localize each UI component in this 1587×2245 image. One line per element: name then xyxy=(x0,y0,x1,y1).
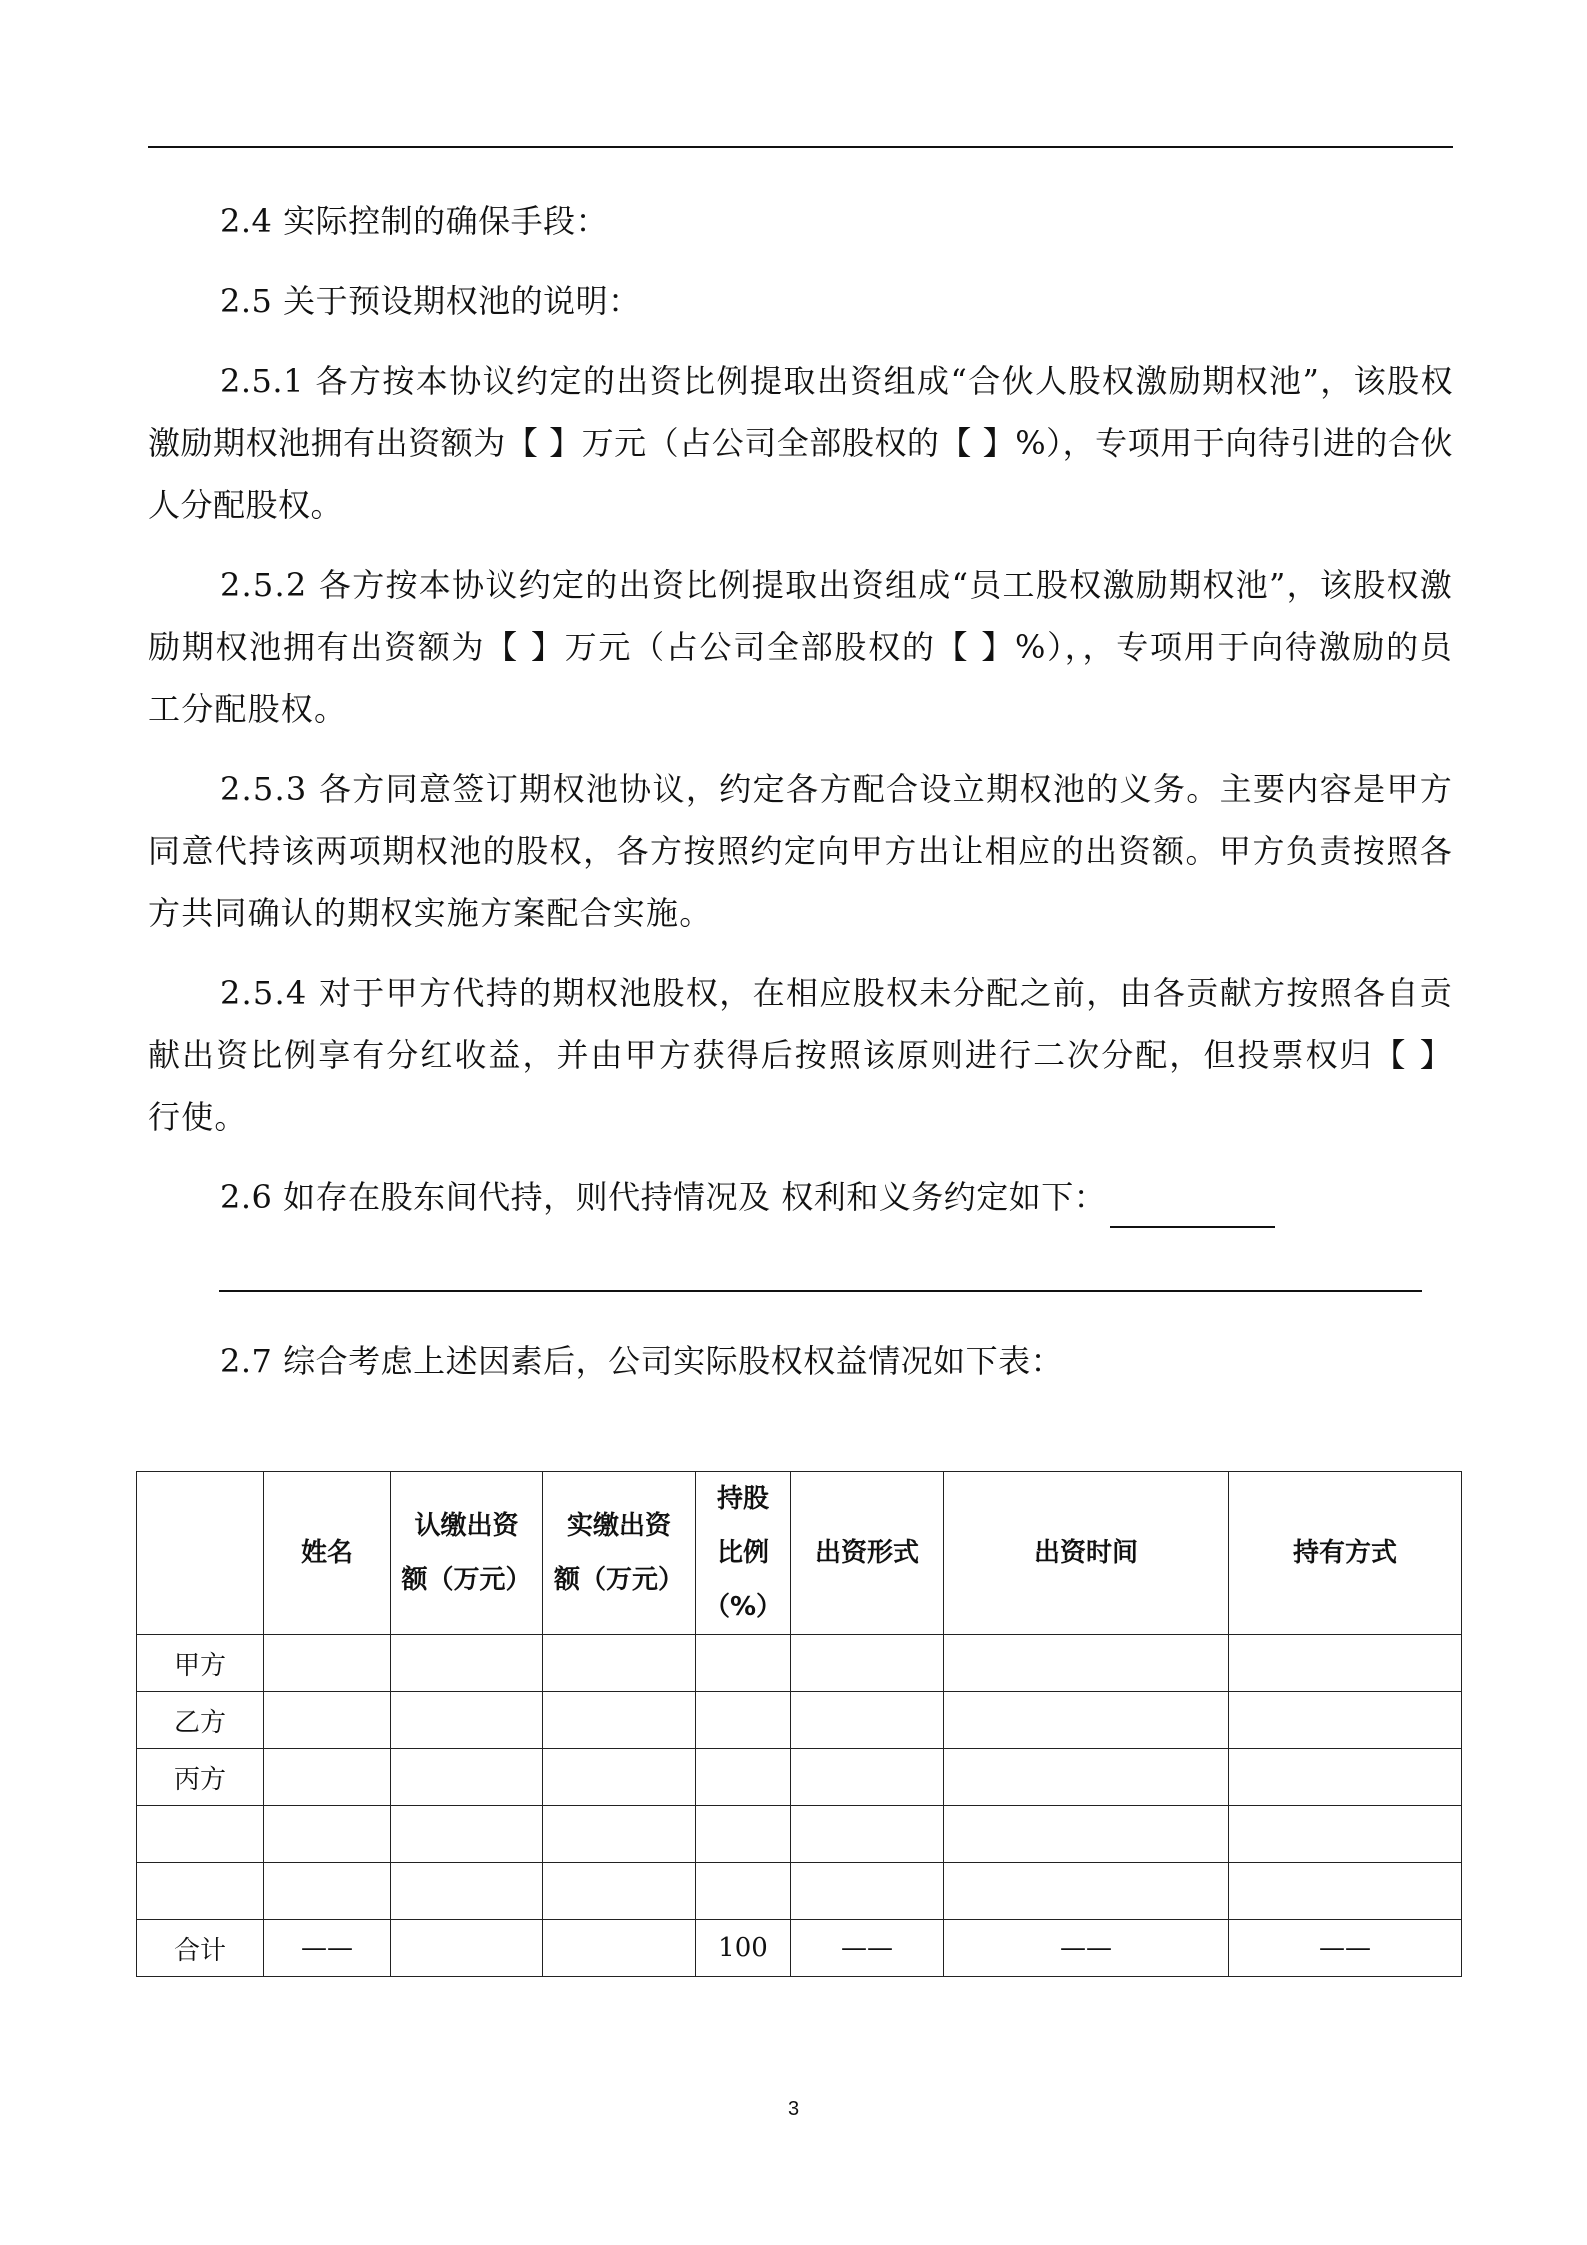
header-name: 姓名 xyxy=(264,1472,391,1635)
header-subscribed-line2: 额（万元） xyxy=(401,1565,532,1595)
cell-name xyxy=(264,1692,391,1749)
clause-2-5-3: 2.5.3 各方同意签订期权池协议，约定各方配合设立期权池的义务。主要内容是甲方同意代持该两项期权池的股权，各方按照约定向甲方出让相应的出资额。甲方负责按照各方共同确认的期权实施方案配合实施。 xyxy=(148,770,1453,932)
header-paid-line2: 额（万元） xyxy=(553,1565,684,1595)
cell-paid xyxy=(543,1692,696,1749)
total-ratio: 100 xyxy=(696,1920,791,1977)
cell-method xyxy=(1229,1863,1462,1920)
total-label: 合计 xyxy=(137,1920,264,1977)
cell-subscribed xyxy=(391,1863,543,1920)
table-row xyxy=(137,1749,1462,1806)
cell-subscribed xyxy=(391,1635,543,1692)
cell-name xyxy=(264,1749,391,1806)
clause-2-5-1: 2.5.1 各方按本协议约定的出资比例提取出资组成“合伙人股权激励期权池”，该股权激励期权池拥有出资额为【 】万元（占公司全部股权的【 】%），专项用于向待引进的合伙人分配股权。 xyxy=(148,362,1453,524)
cell-time xyxy=(944,1692,1229,1749)
cell-paid xyxy=(543,1749,696,1806)
cell-name xyxy=(264,1806,391,1863)
cell-ratio xyxy=(696,1692,791,1749)
header-party xyxy=(137,1472,264,1635)
document-body xyxy=(148,190,1453,1228)
cell-paid xyxy=(543,1635,696,1692)
cell-form xyxy=(791,1806,944,1863)
header-subscribed-line1: 认缴出资 xyxy=(414,1511,519,1541)
header-paid-line1: 实缴出资 xyxy=(566,1511,671,1541)
cell-method xyxy=(1229,1635,1462,1692)
cell-subscribed xyxy=(391,1749,543,1806)
cell-paid xyxy=(543,1863,696,1920)
clause-2-4: 2.4 实际控制的确保手段： xyxy=(220,202,609,240)
cell-name xyxy=(264,1635,391,1692)
header-ratio-line3: （%） xyxy=(703,1592,783,1622)
cell-ratio xyxy=(696,1635,791,1692)
header-subscribed xyxy=(391,1472,543,1635)
cell-ratio xyxy=(696,1749,791,1806)
header-time: 出资时间 xyxy=(944,1472,1229,1635)
cell-time xyxy=(944,1635,1229,1692)
cell-method xyxy=(1229,1692,1462,1749)
cell-name xyxy=(264,1863,391,1920)
cell-party: 乙方 xyxy=(137,1692,264,1749)
table-row xyxy=(137,1863,1462,1920)
total-paid xyxy=(543,1920,696,1977)
total-name: —— xyxy=(264,1920,391,1977)
header-ratio xyxy=(696,1472,791,1635)
page-number: 3 xyxy=(787,2098,800,2120)
header-ratio-line1: 持股 xyxy=(716,1484,769,1514)
fill-in-blank-full xyxy=(219,1290,1422,1292)
header-rule xyxy=(148,146,1453,148)
cell-subscribed xyxy=(391,1692,543,1749)
cell-party xyxy=(137,1806,264,1863)
cell-form xyxy=(791,1749,944,1806)
table-row xyxy=(137,1806,1462,1863)
cell-party xyxy=(137,1863,264,1920)
total-form: —— xyxy=(791,1920,944,1977)
header-method: 持有方式 xyxy=(1229,1472,1462,1635)
cell-form xyxy=(791,1863,944,1920)
cell-time xyxy=(944,1806,1229,1863)
cell-party: 丙方 xyxy=(137,1749,264,1806)
cell-ratio xyxy=(696,1863,791,1920)
table-total-row xyxy=(137,1920,1462,1977)
fill-in-blank-short xyxy=(1110,1190,1275,1228)
cell-ratio xyxy=(696,1806,791,1863)
cell-party: 甲方 xyxy=(137,1635,264,1692)
cell-subscribed xyxy=(391,1806,543,1863)
table-header-row xyxy=(137,1472,1462,1635)
header-ratio-line2: 比例 xyxy=(716,1538,769,1568)
clause-2-5-4: 2.5.4 对于甲方代持的期权池股权，在相应股权未分配之前，由各贡献方按照各自贡献出资比例享有分红收益，并由甲方获得后按照该原则进行二次分配，但投票权归【 】行使。 xyxy=(148,974,1453,1136)
cell-paid xyxy=(543,1806,696,1863)
equity-table xyxy=(136,1471,1462,1977)
cell-method xyxy=(1229,1806,1462,1863)
clause-2-5-2: 2.5.2 各方按本协议约定的出资比例提取出资组成“员工股权激励期权池”，该股权激励期权池拥有出资额为【 】万元（占公司全部股权的【 】%），，专项用于向待激励的员工分配股权。 xyxy=(148,566,1453,728)
clause-2-7: 2.7 综合考虑上述因素后，公司实际股权权益情况如下表： xyxy=(220,1342,1064,1380)
total-method: —— xyxy=(1229,1920,1462,1977)
cell-form xyxy=(791,1635,944,1692)
table-row xyxy=(137,1635,1462,1692)
header-form: 出资形式 xyxy=(791,1472,944,1635)
clause-2-5: 2.5 关于预设期权池的说明： xyxy=(220,282,641,320)
clause-2-6 xyxy=(148,1166,1453,1228)
total-subscribed xyxy=(391,1920,543,1977)
cell-method xyxy=(1229,1749,1462,1806)
total-time: —— xyxy=(944,1920,1229,1977)
header-paid xyxy=(543,1472,696,1635)
cell-form xyxy=(791,1692,944,1749)
cell-time xyxy=(944,1863,1229,1920)
clause-2-6-text: 2.6 如存在股东间代持，则代持情况及 权利和义务约定如下： xyxy=(220,1178,1107,1216)
cell-time xyxy=(944,1749,1229,1806)
table-row xyxy=(137,1692,1462,1749)
